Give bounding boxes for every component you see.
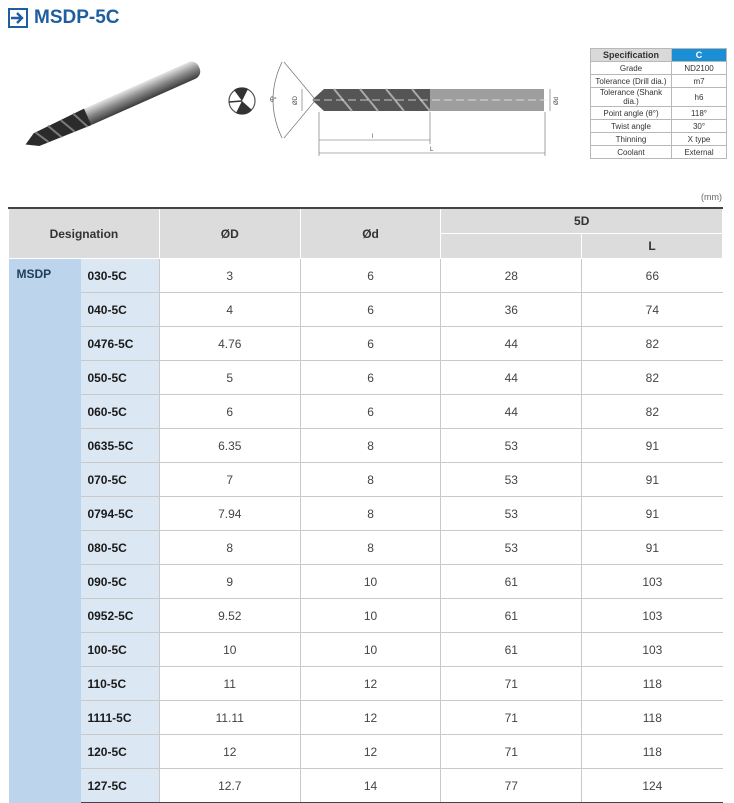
cell-d: 10 bbox=[300, 633, 441, 667]
drill-photo bbox=[10, 58, 210, 158]
cell-l: 71 bbox=[441, 667, 582, 701]
cell-l: 44 bbox=[441, 327, 582, 361]
cell-l: 71 bbox=[441, 701, 582, 735]
cell-d: 6 bbox=[300, 293, 441, 327]
header-l bbox=[441, 234, 582, 259]
cell-D: 10 bbox=[159, 633, 300, 667]
cell-L: 74 bbox=[582, 293, 723, 327]
cell-d: 6 bbox=[300, 395, 441, 429]
table-row bbox=[9, 769, 723, 803]
table-row bbox=[9, 395, 723, 429]
cell-l: 53 bbox=[441, 429, 582, 463]
header-L: L bbox=[582, 234, 723, 259]
cell-d: 14 bbox=[300, 769, 441, 803]
cell-L: 118 bbox=[582, 735, 723, 769]
spec-value: 30° bbox=[672, 120, 727, 133]
cell-d: 10 bbox=[300, 565, 441, 599]
spec-value: External bbox=[672, 146, 727, 159]
designation-cell: 070-5C bbox=[81, 463, 159, 497]
spec-label: Grade bbox=[591, 62, 672, 75]
dimension-table bbox=[8, 207, 723, 803]
cell-D: 12.7 bbox=[159, 769, 300, 803]
series-cell: MSDP bbox=[9, 259, 82, 803]
cell-l: 61 bbox=[441, 633, 582, 667]
table-row bbox=[9, 463, 723, 497]
table-row bbox=[9, 327, 723, 361]
designation-cell: 060-5C bbox=[81, 395, 159, 429]
cell-D: 7 bbox=[159, 463, 300, 497]
cell-L: 91 bbox=[582, 463, 723, 497]
designation-cell: 120-5C bbox=[81, 735, 159, 769]
spec-value: m7 bbox=[672, 75, 727, 88]
cell-D: 11.11 bbox=[159, 701, 300, 735]
spec-label: Thinning bbox=[591, 133, 672, 146]
cell-d: 8 bbox=[300, 497, 441, 531]
spec-value: X type bbox=[672, 133, 727, 146]
cell-D: 9 bbox=[159, 565, 300, 599]
cell-D: 12 bbox=[159, 735, 300, 769]
spec-header-label: Specification bbox=[591, 49, 672, 62]
cell-l: 53 bbox=[441, 497, 582, 531]
cell-l: 77 bbox=[441, 769, 582, 803]
cell-D: 4 bbox=[159, 293, 300, 327]
flute-length-label: l bbox=[372, 134, 374, 140]
table-row bbox=[9, 497, 723, 531]
header-d: Ød bbox=[300, 208, 441, 259]
designation-cell: 040-5C bbox=[81, 293, 159, 327]
cell-l: 61 bbox=[441, 599, 582, 633]
page-title: MSDP-5C bbox=[34, 7, 120, 28]
spec-header-value: C bbox=[672, 49, 727, 62]
cell-L: 103 bbox=[582, 633, 723, 667]
spec-label: Tolerance (Drill dia.) bbox=[591, 75, 672, 88]
table-row bbox=[9, 259, 723, 293]
spec-value: ND2100 bbox=[672, 62, 727, 75]
designation-cell: 127-5C bbox=[81, 769, 159, 803]
designation-cell: 080-5C bbox=[81, 531, 159, 565]
designation-cell: 1111-5C bbox=[81, 701, 159, 735]
cell-D: 11 bbox=[159, 667, 300, 701]
spec-label: Coolant bbox=[591, 146, 672, 159]
page-title-block bbox=[8, 6, 120, 30]
cell-L: 91 bbox=[582, 531, 723, 565]
cell-L: 82 bbox=[582, 361, 723, 395]
table-row bbox=[9, 667, 723, 701]
cell-l: 36 bbox=[441, 293, 582, 327]
table-row bbox=[9, 599, 723, 633]
designation-cell: 0952-5C bbox=[81, 599, 159, 633]
unit-label: (mm) bbox=[701, 192, 722, 202]
table-row bbox=[9, 531, 723, 565]
designation-cell: 0635-5C bbox=[81, 429, 159, 463]
cell-L: 118 bbox=[582, 667, 723, 701]
cell-D: 9.52 bbox=[159, 599, 300, 633]
designation-cell: 030-5C bbox=[81, 259, 159, 293]
specification-table bbox=[590, 48, 727, 159]
diameter-d-label: Ød bbox=[554, 96, 560, 105]
table-row bbox=[9, 361, 723, 395]
cell-L: 103 bbox=[582, 599, 723, 633]
drill-end-view-icon bbox=[224, 84, 260, 118]
cell-L: 66 bbox=[582, 259, 723, 293]
cell-l: 28 bbox=[441, 259, 582, 293]
cell-D: 3 bbox=[159, 259, 300, 293]
designation-cell: 050-5C bbox=[81, 361, 159, 395]
cell-d: 10 bbox=[300, 599, 441, 633]
cell-D: 5 bbox=[159, 361, 300, 395]
cell-d: 6 bbox=[300, 361, 441, 395]
table-row bbox=[9, 565, 723, 599]
designation-cell: 0476-5C bbox=[81, 327, 159, 361]
cell-D: 7.94 bbox=[159, 497, 300, 531]
cell-d: 8 bbox=[300, 463, 441, 497]
cell-l: 53 bbox=[441, 531, 582, 565]
cell-l: 44 bbox=[441, 361, 582, 395]
theta-label: θ° bbox=[270, 97, 277, 104]
cell-D: 8 bbox=[159, 531, 300, 565]
cell-d: 6 bbox=[300, 327, 441, 361]
designation-cell: 100-5C bbox=[81, 633, 159, 667]
cell-d: 12 bbox=[300, 735, 441, 769]
cell-L: 124 bbox=[582, 769, 723, 803]
cell-L: 82 bbox=[582, 395, 723, 429]
spec-value: 118° bbox=[672, 107, 727, 120]
cell-l: 71 bbox=[441, 735, 582, 769]
table-row bbox=[9, 701, 723, 735]
designation-cell: 110-5C bbox=[81, 667, 159, 701]
drill-dimension-drawing bbox=[262, 52, 562, 168]
table-row bbox=[9, 735, 723, 769]
spec-value: h6 bbox=[672, 88, 727, 107]
table-row bbox=[9, 293, 723, 327]
cell-l: 53 bbox=[441, 463, 582, 497]
cell-d: 12 bbox=[300, 667, 441, 701]
header-designation: Designation bbox=[9, 208, 160, 259]
table-row bbox=[9, 633, 723, 667]
header-5D: 5D bbox=[441, 208, 723, 234]
cell-L: 103 bbox=[582, 565, 723, 599]
cell-l: 61 bbox=[441, 565, 582, 599]
cell-d: 6 bbox=[300, 259, 441, 293]
cell-L: 91 bbox=[582, 429, 723, 463]
cell-d: 12 bbox=[300, 701, 441, 735]
cell-d: 8 bbox=[300, 531, 441, 565]
spec-label: Tolerance (Shank dia.) bbox=[591, 88, 672, 107]
table-row bbox=[9, 429, 723, 463]
arrow-right-icon bbox=[8, 8, 28, 28]
cell-L: 118 bbox=[582, 701, 723, 735]
cell-l: 44 bbox=[441, 395, 582, 429]
cell-D: 6 bbox=[159, 395, 300, 429]
cell-D: 4.76 bbox=[159, 327, 300, 361]
cell-d: 8 bbox=[300, 429, 441, 463]
overall-length-label: L bbox=[430, 147, 434, 153]
cell-L: 91 bbox=[582, 497, 723, 531]
diameter-D-label: ØD bbox=[293, 96, 299, 105]
cell-L: 82 bbox=[582, 327, 723, 361]
designation-cell: 090-5C bbox=[81, 565, 159, 599]
cell-D: 6.35 bbox=[159, 429, 300, 463]
spec-label: Point angle (θ°) bbox=[591, 107, 672, 120]
spec-label: Twist angle bbox=[591, 120, 672, 133]
header-D: ØD bbox=[159, 208, 300, 259]
designation-cell: 0794-5C bbox=[81, 497, 159, 531]
